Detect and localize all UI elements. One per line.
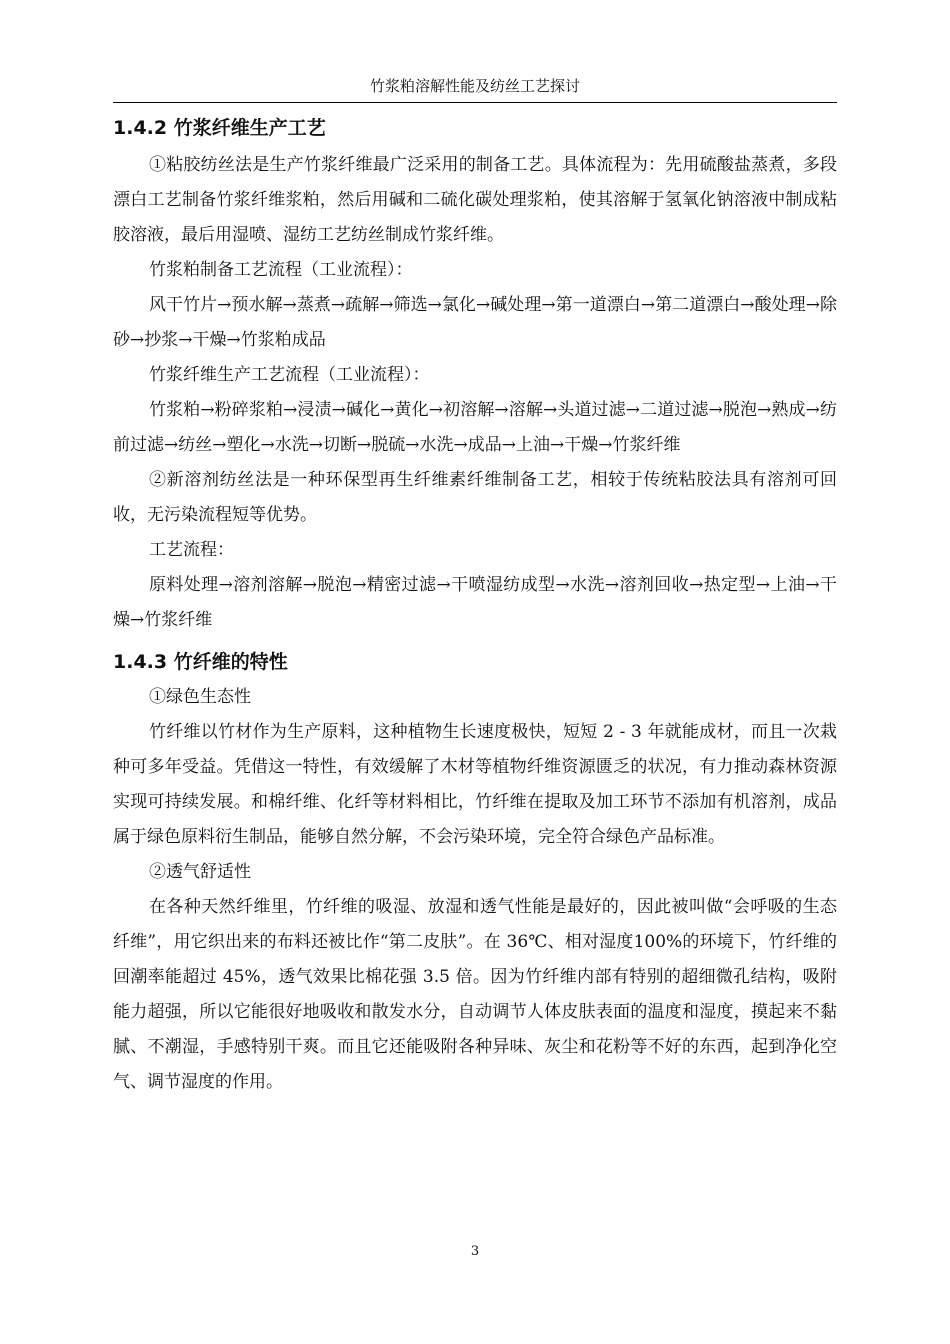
- page-number: 3: [470, 1244, 480, 1259]
- page-body: [113, 112, 837, 1100]
- subheading: ②透气舒适性: [149, 862, 251, 882]
- section-heading-1-4-3: 1.4.3 竹纤维的特性: [113, 651, 288, 673]
- paragraph: ①粘胶纺丝法是生产竹浆纤维最广泛采用的制备工艺。具体流程为：先用硫酸盐蒸煮，多段漂白工艺制备竹浆纤维浆粕，然后用碱和二硫化碳处理浆粕，使其溶解于氢氧化钠溶液中制成粘胶溶液，最后用湿喷、湿纺工艺纺丝制成竹浆纤维。: [113, 155, 837, 245]
- process-flow: 风干竹片→预水解→蒸煮→疏解→筛选→氯化→碱处理→第一道漂白→第二道漂白→酸处理→除砂→抄浆→干燥→竹浆粕成品: [113, 295, 837, 350]
- subheading: ①绿色生态性: [149, 687, 251, 707]
- process-flow: 原料处理→溶剂溶解→脱泡→精密过滤→干喷湿纺成型→水洗→溶剂回收→热定型→上油→干燥→竹浆纤维: [113, 575, 837, 630]
- paragraph: 在各种天然纤维里，竹纤维的吸湿、放湿和透气性能是最好的，因此被叫做“会呼吸的生态纤维”，用它织出来的布料还被比作“第二皮肤”。在 36℃、相对湿度100%的环境下，竹纤维的回潮率能超过 45%，透气效果比棉花强 3.5 倍。因为竹纤维内部有特别的超细微孔结构，吸附能力超强，所以它能很好地吸收和散发水分，自动调节人体皮肤表面的温度和湿度，摸起来不黏腻、不潮湿，手感特别干爽。而且它还能吸附各种异味、灰尘和花粉等不好的东西，起到净化空气、调节湿度的作用。: [113, 897, 837, 1092]
- header-divider: [113, 102, 837, 103]
- section-heading-1-4-2: 1.4.2 竹浆纤维生产工艺: [113, 117, 326, 139]
- process-flow: 竹浆粕→粉碎浆粕→浸渍→碱化→黄化→初溶解→溶解→头道过滤→二道过滤→脱泡→熟成→纺前过滤→纺丝→塑化→水洗→切断→脱硫→水洗→成品→上油→干燥→竹浆纤维: [113, 400, 837, 455]
- paragraph: ②新溶剂纺丝法是一种环保型再生纤维素纤维制备工艺，相较于传统粘胶法具有溶剂可回收，无污染流程短等优势。: [113, 470, 837, 525]
- paragraph: 竹纤维以竹材作为生产原料，这种植物生长速度极快，短短 2 - 3 年就能成材，而且一次栽种可多年受益。凭借这一特性，有效缓解了木材等植物纤维资源匮乏的状况，有力推动森林资源实现可持续发展。和棉纤维、化纤等材料相比，竹纤维在提取及加工环节不添加有机溶剂，成品属于绿色原料衍生制品，能够自然分解，不会污染环境，完全符合绿色产品标准。: [113, 722, 837, 847]
- paragraph: 竹浆粕制备工艺流程（工业流程）：: [149, 260, 413, 280]
- paragraph: 工艺流程：: [149, 540, 234, 560]
- paragraph: 竹浆纤维生产工艺流程（工业流程）：: [149, 365, 430, 385]
- running-header: 竹浆粕溶解性能及纺丝工艺探讨: [369, 77, 580, 95]
